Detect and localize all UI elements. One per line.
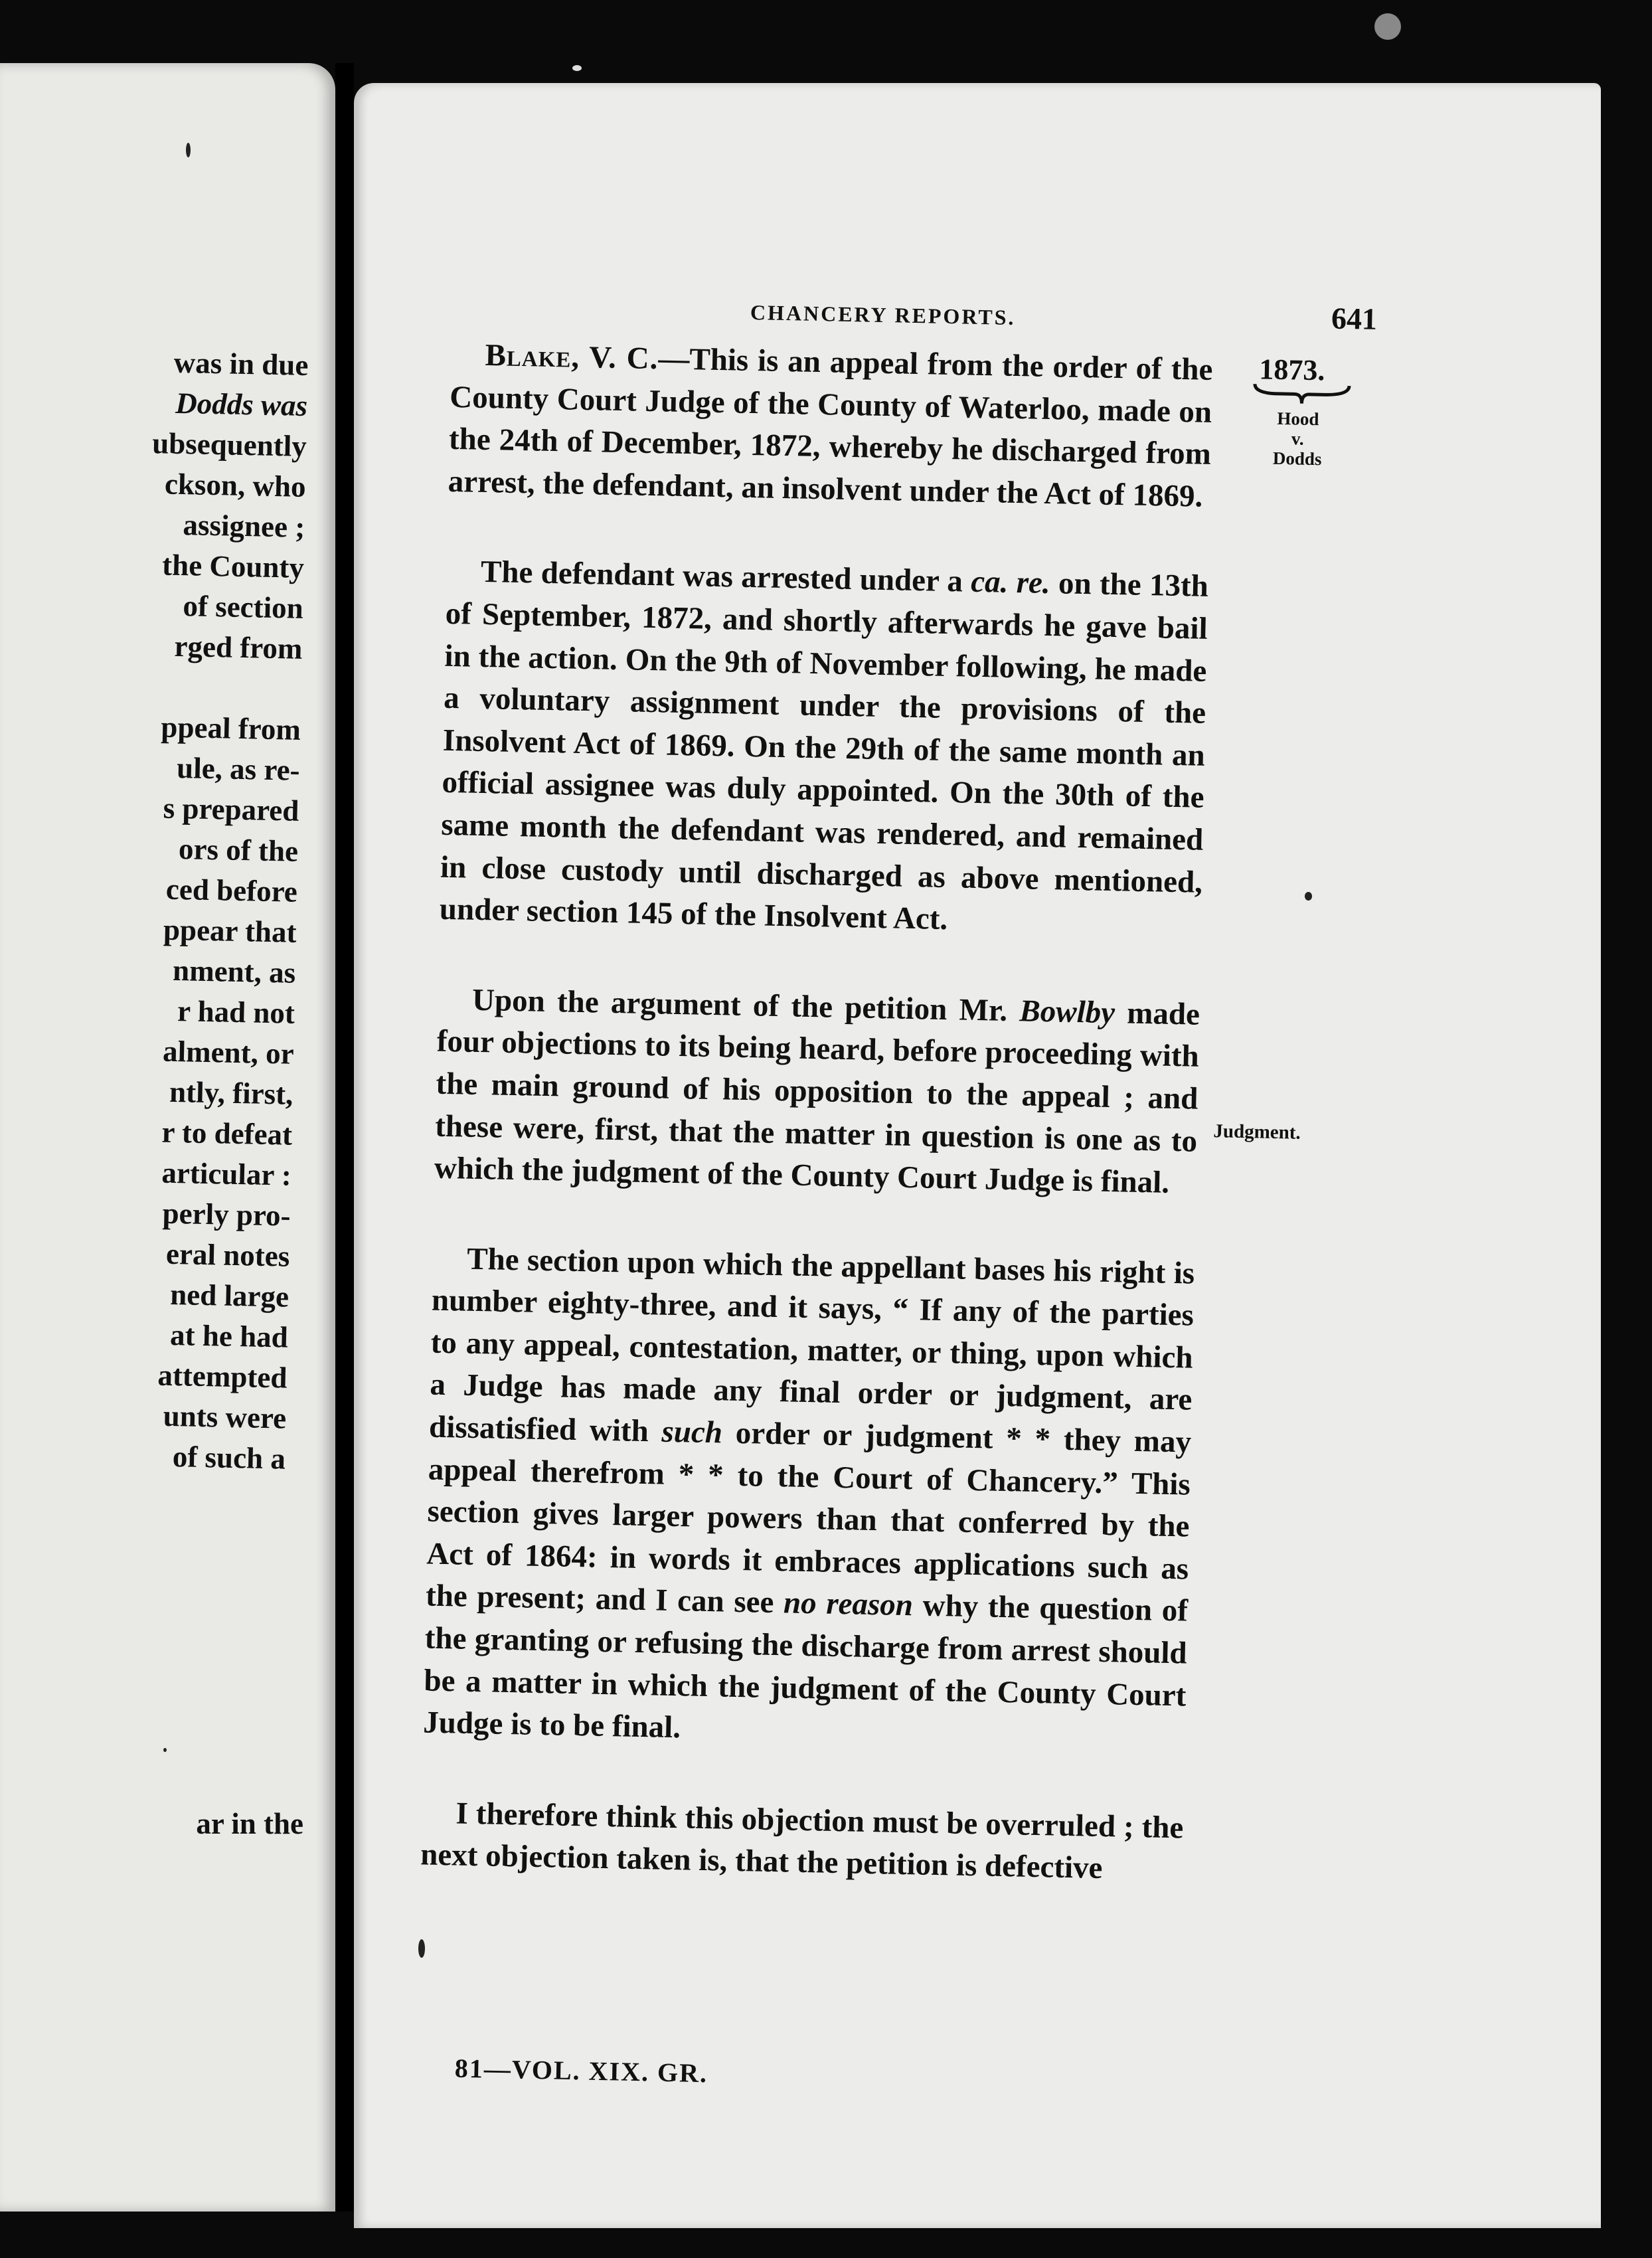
left-paragraph-gap — [0, 663, 302, 710]
case-plaintiff: Hood — [1277, 408, 1319, 430]
paragraph-4: The section upon which the appellant bases his right is number eighty-three, and it says, “ If any of the parties to any appeal, contestation, matter, or thing, upon which a Judge has made any final order or judgment, are dissatisfied with such order or judgment * * they may appeal therefrom * * to the Court of Chancery.” This section gives larger powers than that conferred by the Act of 1864: in words it embraces applications such as the present; and I can see no reason why the question of the granting or refusing the discharge from arrest should be a matter in which the judgment of the County Court Judge is to be final. — [422, 1241, 1195, 1745]
left-line: attempted — [157, 1358, 288, 1395]
left-page-text — [0, 339, 309, 1480]
left-line: Dodds was — [175, 386, 308, 422]
margin-year: 1873. — [1258, 353, 1325, 387]
paragraph-1: Blake, V. C.—This is an appeal from the order of the County Court Judge of the County of Waterloo, made on the 24th of December, 1872, whereby he discharged from arrest, the defendant, an insolvent under the Act of 1869. — [448, 337, 1213, 514]
case-defendant: Dodds — [1272, 448, 1322, 470]
left-line: of section — [183, 589, 304, 625]
left-line: ntly, first, — [169, 1075, 293, 1111]
left-line: ubsequently — [151, 426, 307, 463]
page-number: 641 — [1331, 301, 1378, 336]
left-line: ppear that — [163, 912, 297, 949]
left-line: the County — [161, 548, 305, 584]
left-line: unts were — [163, 1399, 287, 1435]
left-line: eral notes — [165, 1237, 290, 1273]
left-line: articular : — [161, 1156, 292, 1192]
brace-icon — [1252, 380, 1352, 408]
book-spine-gutter — [335, 63, 354, 2212]
scan-speck — [418, 1939, 425, 1958]
paragraph-5: I therefore think this objection must be overruled ; the next objection taken is, that the petition is defective — [420, 1796, 1184, 1886]
left-page-bottom-line: ar in the — [196, 1807, 303, 1840]
left-line: alment, or — [162, 1034, 295, 1071]
left-line: rged from — [174, 629, 303, 665]
left-line: r had not — [177, 994, 295, 1030]
scan-speck — [1305, 892, 1312, 901]
left-facing-page — [0, 63, 335, 2212]
paragraph-3: Upon the argument of the petition Mr. Bowlby made four objections to its being heard, before proceeding with the main ground of his opposition to the appeal ; and these were, first, that the matter in question is one as to which the judgment of the County Court Judge is final. — [434, 982, 1200, 1200]
left-line: nment, as — [172, 953, 296, 990]
left-line: ckson, who — [164, 467, 307, 503]
left-line: ned large — [169, 1277, 289, 1314]
main-page — [354, 83, 1601, 2228]
judge-name: Blake, V. C. — [485, 337, 659, 377]
paragraph-2: The defendant was arrested under a ca. re. on the 13th of September, 1872, and shortly afterwards he gave bail in the action. On the 9th of November following, he made a voluntary assignment under the provisions of the Insolvent Act of 1869. On the 29th of the same month an official assignee was duly appointed. On the 30th of the same month the defendant was rendered, and remained in close custody until discharged as above mentioned, under section 145 of the Insolvent Act. — [439, 555, 1209, 937]
left-line: at he had — [169, 1318, 289, 1354]
left-line: r to defeat — [161, 1115, 293, 1152]
left-line: of such a — [172, 1440, 286, 1476]
signature-mark: 81—VOL. XIX. GR. — [454, 2053, 708, 2089]
margin-judgment-label: Judgment. — [1213, 1120, 1301, 1144]
scan-speck — [1374, 13, 1401, 40]
case-versus: v. — [1291, 428, 1305, 449]
left-line: ppeal from — [160, 710, 301, 746]
left-line: ule, as re- — [176, 750, 301, 787]
scan-speck — [186, 143, 191, 157]
left-line: s prepared — [163, 791, 299, 827]
page-content — [354, 83, 1601, 2228]
left-line: perly pro- — [162, 1196, 291, 1233]
left-line: ors of the — [178, 832, 299, 868]
scan-speck — [572, 65, 582, 71]
scan-speck — [163, 1748, 167, 1752]
margin-case-name — [1257, 408, 1338, 469]
left-line: was in due — [173, 345, 309, 382]
body-text — [420, 334, 1213, 1892]
left-line: ced before — [165, 872, 298, 909]
left-line: assignee ; — [183, 508, 305, 544]
running-head: CHANCERY REPORTS. — [750, 300, 1016, 329]
